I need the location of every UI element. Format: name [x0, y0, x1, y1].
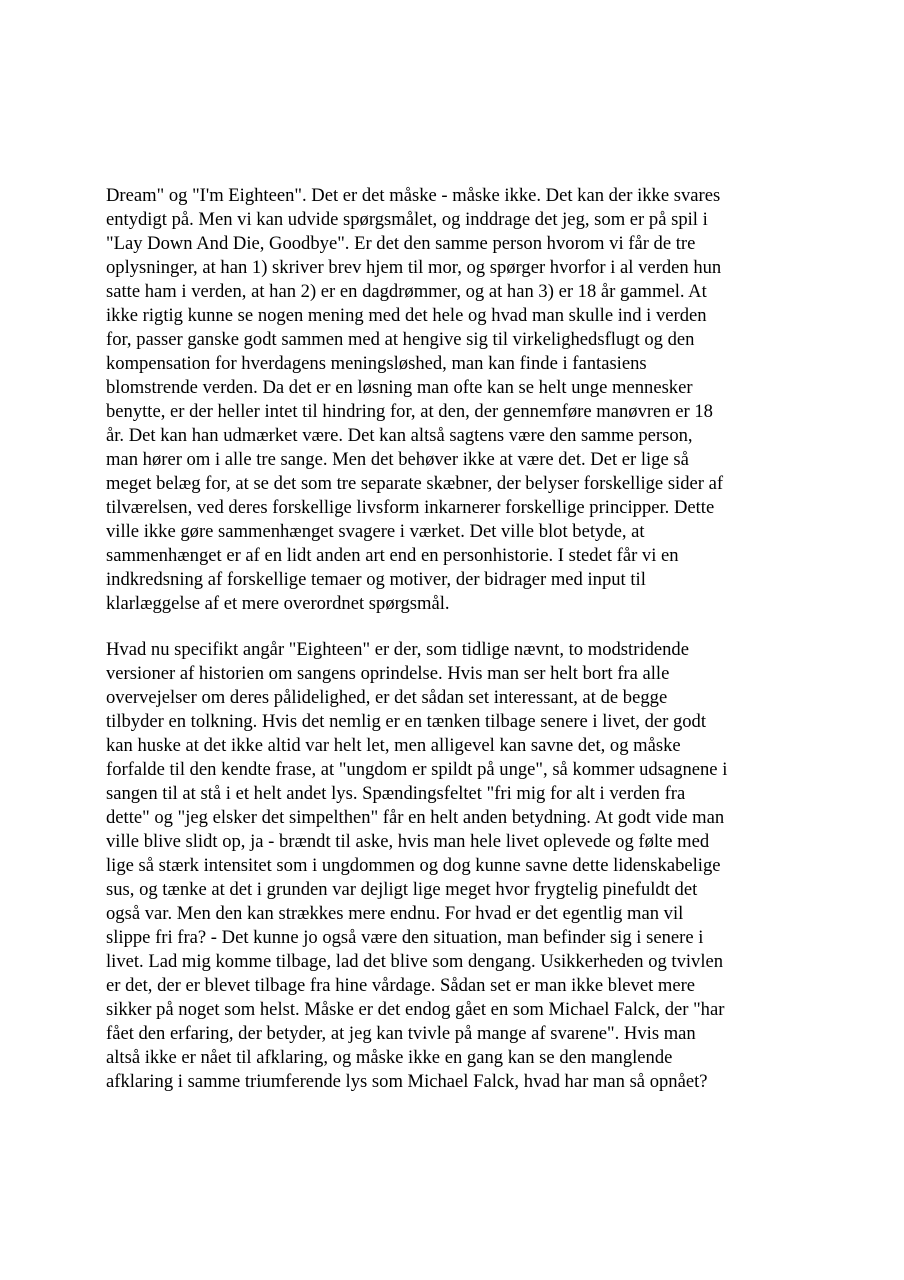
text-line: altså ikke er nået til afklaring, og måske ikke en gang kan se den manglende	[106, 1047, 673, 1068]
text-line: sammenhænget er af en lidt anden art end en personhistorie. I stedet får vi en	[106, 545, 679, 566]
text-line: kompensation for hverdagens meningsløshed, man kan finde i fantasiens	[106, 353, 647, 374]
text-line: overvejelser om deres pålidelighed, er det sådan set interessant, at de begge	[106, 687, 668, 708]
paragraph	[106, 638, 806, 1094]
text-line: ville ikke gøre sammenhænget svagere i værket. Det ville blot betyde, at	[106, 521, 645, 542]
text-line: tilbyder en tolkning. Hvis det nemlig er en tænken tilbage senere i livet, der godt	[106, 711, 707, 732]
text-line: år. Det kan han udmærket være. Det kan altså sagtens være den samme person,	[106, 425, 693, 446]
text-line: dette" og "jeg elsker det simpelthen" får en helt anden betydning. At godt vide man	[106, 807, 725, 828]
text-line: Dream" og "I'm Eighteen". Det er det måske - måske ikke. Det kan der ikke svares	[106, 185, 721, 206]
text-line: blomstrende verden. Da det er en løsning man ofte kan se helt unge mennesker	[106, 377, 693, 398]
text-line: ikke rigtig kunne se nogen mening med det hele og hvad man skulle ind i verden	[106, 305, 707, 326]
text-line: livet. Lad mig komme tilbage, lad det blive som dengang. Usikkerheden og tvivlen	[106, 951, 724, 972]
text-line: er det, der er blevet tilbage fra hine vårdage. Sådan set er man ikke blevet mere	[106, 975, 696, 996]
text-line: sangen til at stå i et helt andet lys. Spændingsfeltet "fri mig for alt i verden fra	[106, 783, 686, 804]
text-line: ville blive slidt op, ja - brændt til aske, hvis man hele livet oplevede og følte med	[106, 831, 710, 852]
text-line: benytte, er der heller intet til hindring for, at den, der gennemføre manøvren er 18	[106, 401, 713, 422]
text-line: fået den erfaring, der betyder, at jeg kan tvivle på mange af svarene". Hvis man	[106, 1023, 696, 1044]
text-line: versioner af historien om sangens oprindelse. Hvis man ser helt bort fra alle	[106, 663, 670, 684]
text-line: "Lay Down And Die, Goodbye". Er det den samme person hvorom vi får de tre	[106, 233, 696, 254]
text-line: for, passer ganske godt sammen med at hengive sig til virkelighedsflugt og den	[106, 329, 695, 350]
paragraph	[106, 184, 806, 616]
text-line: lige så stærk intensitet som i ungdommen og dog kunne savne dette lidenskabelige	[106, 855, 721, 876]
text-line: man hører om i alle tre sange. Men det behøver ikke at være det. Det er lige så	[106, 449, 689, 470]
text-line: sikker på noget som helst. Måske er det endog gået en som Michael Falck, der "har	[106, 999, 725, 1020]
text-line: afklaring i samme triumferende lys som Michael Falck, hvad har man så opnået?	[106, 1071, 708, 1092]
text-line: slippe fri fra? - Det kunne jo også være den situation, man befinder sig i senere i	[106, 927, 704, 948]
text-line: indkredsning af forskellige temaer og motiver, der bidrager med input til	[106, 569, 646, 590]
text-line: kan huske at det ikke altid var helt let, men alligevel kan savne det, og måske	[106, 735, 681, 756]
text-line: sus, og tænke at det i grunden var dejligt lige meget hvor frygtelig pinefuldt det	[106, 879, 698, 900]
text-line: også var. Men den kan strækkes mere endnu. For hvad er det egentlig man vil	[106, 903, 684, 924]
text-line: oplysninger, at han 1) skriver brev hjem til mor, og spørger hvorfor i al verden hun	[106, 257, 722, 278]
text-line: entydigt på. Men vi kan udvide spørgsmålet, og inddrage det jeg, som er på spil i	[106, 209, 708, 230]
text-line: satte ham i verden, at han 2) er en dagdrømmer, og at han 3) er 18 år gammel. At	[106, 281, 707, 302]
text-line: forfalde til den kendte frase, at "ungdom er spildt på unge", så kommer udsagnene i	[106, 759, 728, 780]
text-line: klarlæggelse af et mere overordnet spørgsmål.	[106, 593, 450, 614]
text-line: Hvad nu specifikt angår "Eighteen" er der, som tidlige nævnt, to modstridende	[106, 639, 689, 660]
text-line: meget belæg for, at se det som tre separate skæbner, der belyser forskellige sider af	[106, 473, 724, 494]
text-line: tilværelsen, ved deres forskellige livsform inkarnerer forskellige principper. Dette	[106, 497, 715, 518]
